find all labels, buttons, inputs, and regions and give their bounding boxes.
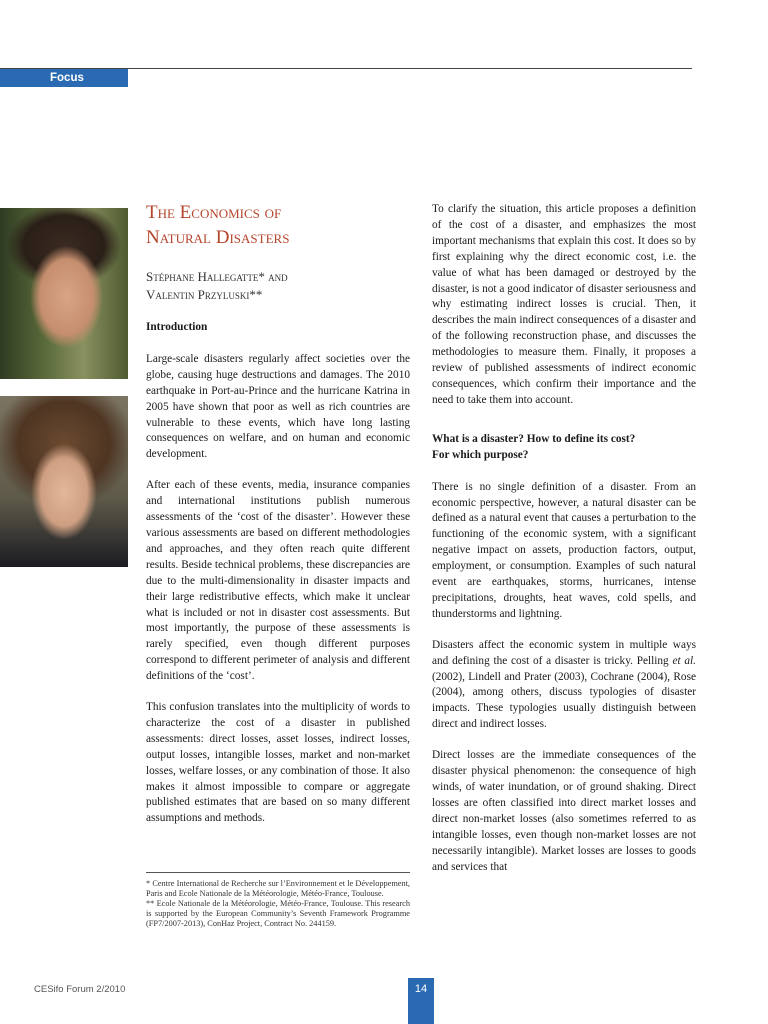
section-heading xyxy=(432,432,696,464)
footnote-rule xyxy=(146,872,410,873)
authors-line-1: Stéphane Hallegatte* and xyxy=(146,269,288,284)
left-column xyxy=(146,200,410,842)
title-line-1: The Economics of xyxy=(146,202,282,223)
body-paragraph: This confusion translates into the multiplicity of words to characterize the cost of a disaster in published assessments: direct losses, asset losses, indirect losses, output losses, intangible losses, market and non-market losses, welfare losses, or any combination of those. It also makes it almost impossible to compare or aggregate published estimates that are based on so many different assumptions and methods. xyxy=(146,701,410,825)
journal-issue: CESifo Forum 2/2010 xyxy=(34,984,126,995)
section-label: Focus xyxy=(0,69,128,87)
section-heading-line-2: For which purpose? xyxy=(432,448,529,461)
body-paragraph: Direct losses are the immediate consequences of the disaster physical phenomenon: the consequence of high winds, of water inundation, or of ground shaking. Direct losses are often classified into direct market losses and direct non-market losses (also sometimes referred to as intangible losses, even though non-market losses are not necessarily intangible). Market losses are losses to goods and services that xyxy=(432,749,696,873)
authors-line-2: Valentin Przyluski** xyxy=(146,287,263,302)
body-paragraph: To clarify the situation, this article proposes a definition of the cost of a disaster, and emphasizes the most important mechanisms that explain this cost. It does so by first explaining why the direct economic cost, i.e. the value of what has been damaged or destroyed by the disaster, is not a good indicator of disaster seriousness and why estimating indirect losses is crucial. Then, it describes the main indirect consequences of a disaster and of the following reconstruction phase, and discusses the methodologies to measure them. Finally, it proposes a review of published assessments of indirect economic consequences, which confirm their importance and the need to take them into account. xyxy=(432,203,696,406)
author-photo-2 xyxy=(0,396,128,567)
footnotes xyxy=(146,879,410,929)
text-run-italic: et al. xyxy=(672,654,696,667)
title-line-2: Natural Disasters xyxy=(146,227,290,248)
body-paragraph: After each of these events, media, insurance companies and international institutions publish numerous assessments of the ‘cost of the disaster’. However these various assessments are based on different methodologies and approaches, and they often reach quite different results. Beside technical problems, these discrepancies are due to the multi-dimensionality in disaster impacts and their large redistributive effects, which make it unclear what is included or not in disaster cost assessments. But most importantly, the purpose of these assessments is rarely specified, even though different purposes correspond to different perimeter of analysis and different definitions of the ‘cost’. xyxy=(146,479,410,683)
intro-heading: Introduction xyxy=(146,321,208,333)
body-paragraph xyxy=(432,638,696,733)
author-photo-1 xyxy=(0,208,128,379)
right-column xyxy=(432,202,696,890)
article-title xyxy=(146,200,410,250)
section-heading-line-1: What is a disaster? How to define its cost? xyxy=(432,432,636,445)
text-run: (2002), Lindell and Prater (2003), Cochrane (2004), Rose (2004), among others, discuss typologies of disaster impacts. These typologies usually distinguish between direct and indirect losses. xyxy=(432,670,696,731)
page-number: 14 xyxy=(408,978,434,1024)
text-run: Disasters affect the economic system in multiple ways and defining the cost of a disaster is tricky. Pelling xyxy=(432,638,696,667)
body-paragraph: There is no single definition of a disaster. From an economic perspective, however, a natural disaster can be defined as a natural event that causes a perturbation to the functioning of the economic system, with a significant negative impact on assets, production factors, output, employment, or consumption. Examples of such natural event are earthquakes, storms, hurricanes, intense precipitations, droughts, heat waves, cold spells, and thunderstorms and lightning. xyxy=(432,480,696,620)
body-paragraph: Large-scale disasters regularly affect societies over the globe, causing huge destructions and damages. The 2010 earthquake in Port-au-Prince and the hurricane Katrina in 2005 have shown that poor as well as rich countries are vulnerable to these events, which have long lasting consequences on welfare, and on human and economic development. xyxy=(146,352,410,461)
article-authors xyxy=(146,268,410,304)
footnote: ** Ecole Nationale de la Météorologie, Météo-France, Toulouse. This research is supported by the European Community’s Seventh Framework Programme (FP7/2007-2013), ConHaz Project, Contract No. 244159. xyxy=(146,899,410,928)
footnote: * Centre International de Recherche sur l’Environnement et le Développement, Paris and Ecole Nationale de la Météorologie, Météo-France, Toulouse. xyxy=(146,879,410,898)
